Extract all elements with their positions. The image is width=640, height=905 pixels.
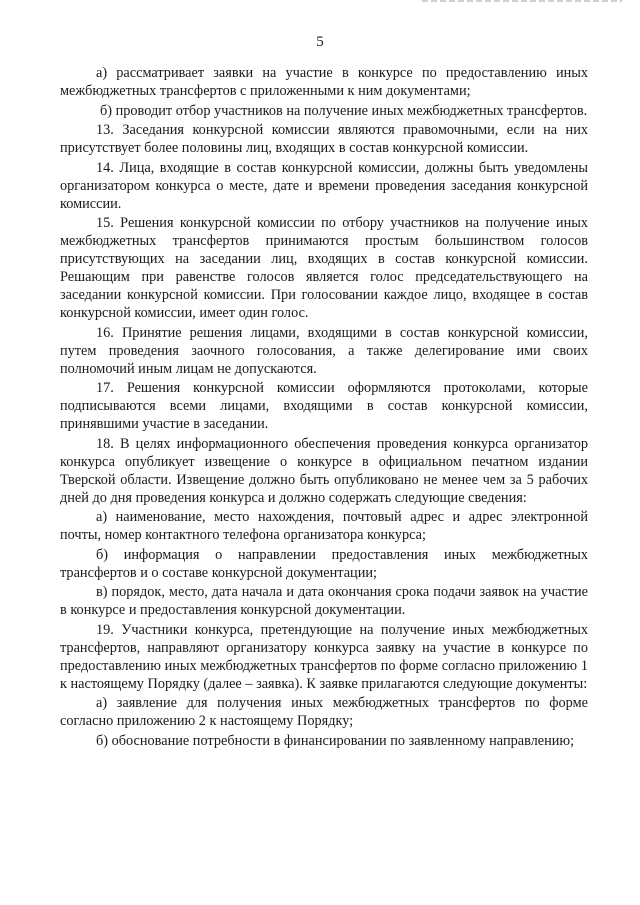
paragraph-12b: б) проводит отбор участников на получение иных межбюджетных трансфертов. [100,102,588,119]
paragraph-18b: б) информация о направлении предоставления иных межбюджетных трансфертов и о составе конкурсной документации; [60,546,588,581]
paragraph-18c: в) порядок, место, дата начала и дата окончания срока подачи заявок на участие в конкурсе и предоставления конкурсной документации. [60,584,588,618]
paragraph-18: 18. В целях информационного обеспечения проведения конкурса организатор конкурса опубликует извещение о конкурсе в официальном печатном издании Тверской области. Извещение должно быть опубликовано не менее чем за 5 рабочих дней до дня проведения конкурса и должно содержать следующие сведения: [60,435,588,506]
document-body [60,64,588,751]
paragraph-17: 17. Решения конкурсной комиссии оформляются протоколами, которые подписываются всеми лицами, входящими в состав конкурсной комиссии, принявшими участие в заседании. [60,380,588,432]
paragraph-19: 19. Участники конкурса, претендующие на получение иных межбюджетных трансфертов, направляют организатору конкурса заявку на участие в конкурсе по предоставлению иных межбюджетных трансфертов по форме согласно приложению 1 к настоящему Порядку (далее – заявка). К заявке прилагаются следующие документы: [60,621,588,692]
paragraph-16: 16. Принятие решения лицами, входящими в состав конкурсной комиссии, путем проведения заочного голосования, а также делегирование ими своих полномочий иным лицам не допускаются. [60,324,588,377]
page-number: 5 [316,34,324,50]
paragraph-19a: а) заявление для получения иных межбюджетных трансфертов по форме согласно приложению 2 к настоящему Порядку; [60,695,588,729]
paragraph-15: 15. Решения конкурсной комиссии по отбору участников на получение иных межбюджетных трансфертов принимаются простым большинством голосов присутствующих на заседании лиц, входящих в состав конкурсной комиссии. Решающим при равенстве голосов является голос председательствующего на заседании конкурсной комиссии. При голосовании каждое лицо, входящее в состав конкурсной комиссии, имеет один голос. [60,215,588,321]
scan-edge-artifact [422,0,622,2]
paragraph-12a: а) рассматривает заявки на участие в конкурсе по предоставлению иных межбюджетных трансфертов с приложенными к ним документами; [60,65,588,99]
paragraph-18a: а) наименование, место нахождения, почтовый адрес и адрес электронной почты, номер контактного телефона организатора конкурса; [60,509,588,543]
paragraph-19b: б) обоснование потребности в финансировании по заявленному направлению; [96,732,575,749]
paragraph-13: 13. Заседания конкурсной комиссии являются правомочными, если на них присутствует более половины лиц, входящих в состав конкурсной комиссии. [60,122,588,156]
paragraph-14: 14. Лица, входящие в состав конкурсной комиссии, должны быть уведомлены организатором конкурса о месте, дате и времени проведения заседания конкурсной комиссии. [60,159,588,212]
